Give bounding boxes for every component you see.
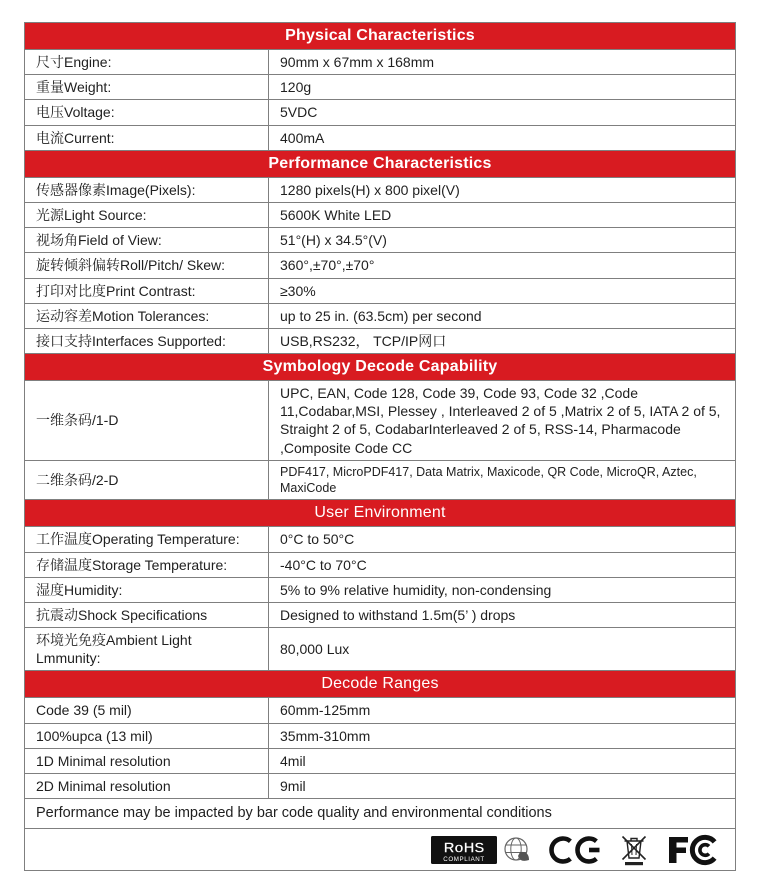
spec-value: up to 25 in. (63.5cm) per second	[280, 307, 482, 324]
section-header-decode-ranges: Decode Ranges	[25, 671, 735, 698]
spec-row	[25, 553, 735, 578]
spec-table	[24, 22, 736, 871]
spec-value: 120g	[280, 79, 312, 96]
spec-value: USB,RS232， TCP/IP网口	[280, 332, 447, 349]
spec-row	[25, 774, 735, 799]
spec-value: 35mm-310mm	[280, 727, 371, 744]
spec-row	[25, 75, 735, 100]
spec-label: 二维条码/2-D	[25, 461, 269, 500]
rohs-compliant-badge	[431, 836, 497, 864]
spec-row	[25, 628, 735, 671]
spec-label: 光源Light Source:	[25, 203, 269, 227]
spec-row	[25, 527, 735, 552]
certifications-row	[25, 829, 735, 870]
spec-row	[25, 279, 735, 304]
spec-value: 9mil	[280, 778, 306, 794]
spec-value: PDF417, MicroPDF417, Data Matrix, Maxicode, QR Code, MicroQR, Aztec, MaxiCode	[280, 464, 697, 496]
spec-row	[25, 100, 735, 125]
spec-value: 4mil	[280, 752, 306, 769]
spec-label: 一维条码/1-D	[25, 381, 269, 460]
spec-value: ≥30%	[280, 282, 316, 299]
spec-value: 5VDC	[280, 104, 318, 121]
spec-row	[25, 228, 735, 253]
spec-row	[25, 578, 735, 603]
spec-row	[25, 203, 735, 228]
eco-globe-icon	[501, 835, 531, 865]
spec-value: 360°,±70°,±70°	[280, 257, 375, 274]
spec-value: 400mA	[280, 129, 325, 146]
rohs-badge-subtext: COMPLIANT	[443, 855, 485, 863]
spec-row	[25, 50, 735, 75]
spec-label: 视场角Field of View:	[25, 228, 269, 252]
spec-label: 电压Voltage:	[25, 100, 269, 124]
spec-value: 90mm x 67mm x 168mm	[280, 54, 435, 70]
spec-row	[25, 603, 735, 628]
spec-value: 1280 pixels(H) x 800 pixel(V)	[280, 181, 460, 198]
spec-label: 打印对比度Print Contrast:	[25, 279, 269, 303]
footer-note-row	[25, 799, 735, 829]
spec-value: 5% to 9% relative humidity, non-condensing	[280, 581, 552, 598]
spec-value: Designed to withstand 1.5m(5’ ) drops	[280, 606, 516, 623]
weee-bin-icon	[621, 834, 647, 866]
spec-label: 环境光免疫Ambient Light Lmmunity:	[25, 628, 269, 670]
spec-value: 0°C to 50°C	[280, 531, 355, 548]
spec-sections	[25, 23, 735, 799]
spec-label: 运动容差Motion Tolerances:	[25, 304, 269, 328]
spec-row	[25, 381, 735, 461]
spec-row	[25, 724, 735, 749]
spec-label: 电流Current:	[25, 126, 269, 150]
spec-row	[25, 461, 735, 501]
spec-row	[25, 178, 735, 203]
spec-value: 5600K White LED	[280, 206, 392, 223]
spec-label: Code 39 (5 mil)	[25, 698, 269, 722]
spec-value: 51°(H) x 34.5°(V)	[280, 232, 387, 249]
spec-value: 80,000 Lux	[280, 641, 350, 658]
spec-label: 2D Minimal resolution	[25, 774, 269, 798]
spec-label: 接口支持Interfaces Supported:	[25, 329, 269, 353]
spec-value: UPC, EAN, Code 128, Code 39, Code 93, Code 32 ,Code 11,Codabar,MSI, Plessey , Interleaved 2 of 5 ,Matrix 2 of 5, IATA 2 of 5, Straight 2 of 5, CodabarInterleaved 2 of 5, RSS-14, Pharmacode ,Composite Code CC	[280, 385, 721, 456]
spec-label: 100%upca (13 mil)	[25, 724, 269, 748]
spec-row	[25, 698, 735, 723]
fcc-mark	[665, 835, 721, 865]
spec-label: 重量Weight:	[25, 75, 269, 99]
rohs-badge-text: RoHS	[443, 839, 485, 857]
spec-label: 抗震动Shock Specifications	[25, 603, 269, 627]
spec-value: -40°C to 70°C	[280, 556, 367, 573]
spec-value: 60mm-125mm	[280, 702, 371, 719]
section-header-symbology-decode-capability: Symbology Decode Capability	[25, 354, 735, 381]
spec-label: 湿度Humidity:	[25, 578, 269, 602]
section-header-performance-characteristics: Performance Characteristics	[25, 151, 735, 178]
spec-row	[25, 253, 735, 278]
spec-row	[25, 304, 735, 329]
section-header-user-environment: User Environment	[25, 500, 735, 527]
spec-row	[25, 749, 735, 774]
spec-label: 旋转倾斜偏转Roll/Pitch/ Skew:	[25, 253, 269, 277]
spec-label: 工作温度Operating Temperature:	[25, 527, 269, 551]
section-header-physical-characteristics: Physical Characteristics	[25, 23, 735, 50]
footer-note: Performance may be impacted by bar code quality and environmental conditions	[36, 805, 552, 822]
spec-row	[25, 126, 735, 151]
spec-label: 尺寸Engine:	[25, 50, 269, 74]
spec-label: 1D Minimal resolution	[25, 749, 269, 773]
spec-label: 传感器像素Image(Pixels):	[25, 178, 269, 202]
spec-label: 存储温度Storage Temperature:	[25, 553, 269, 577]
ce-mark	[549, 836, 603, 864]
spec-row	[25, 329, 735, 354]
